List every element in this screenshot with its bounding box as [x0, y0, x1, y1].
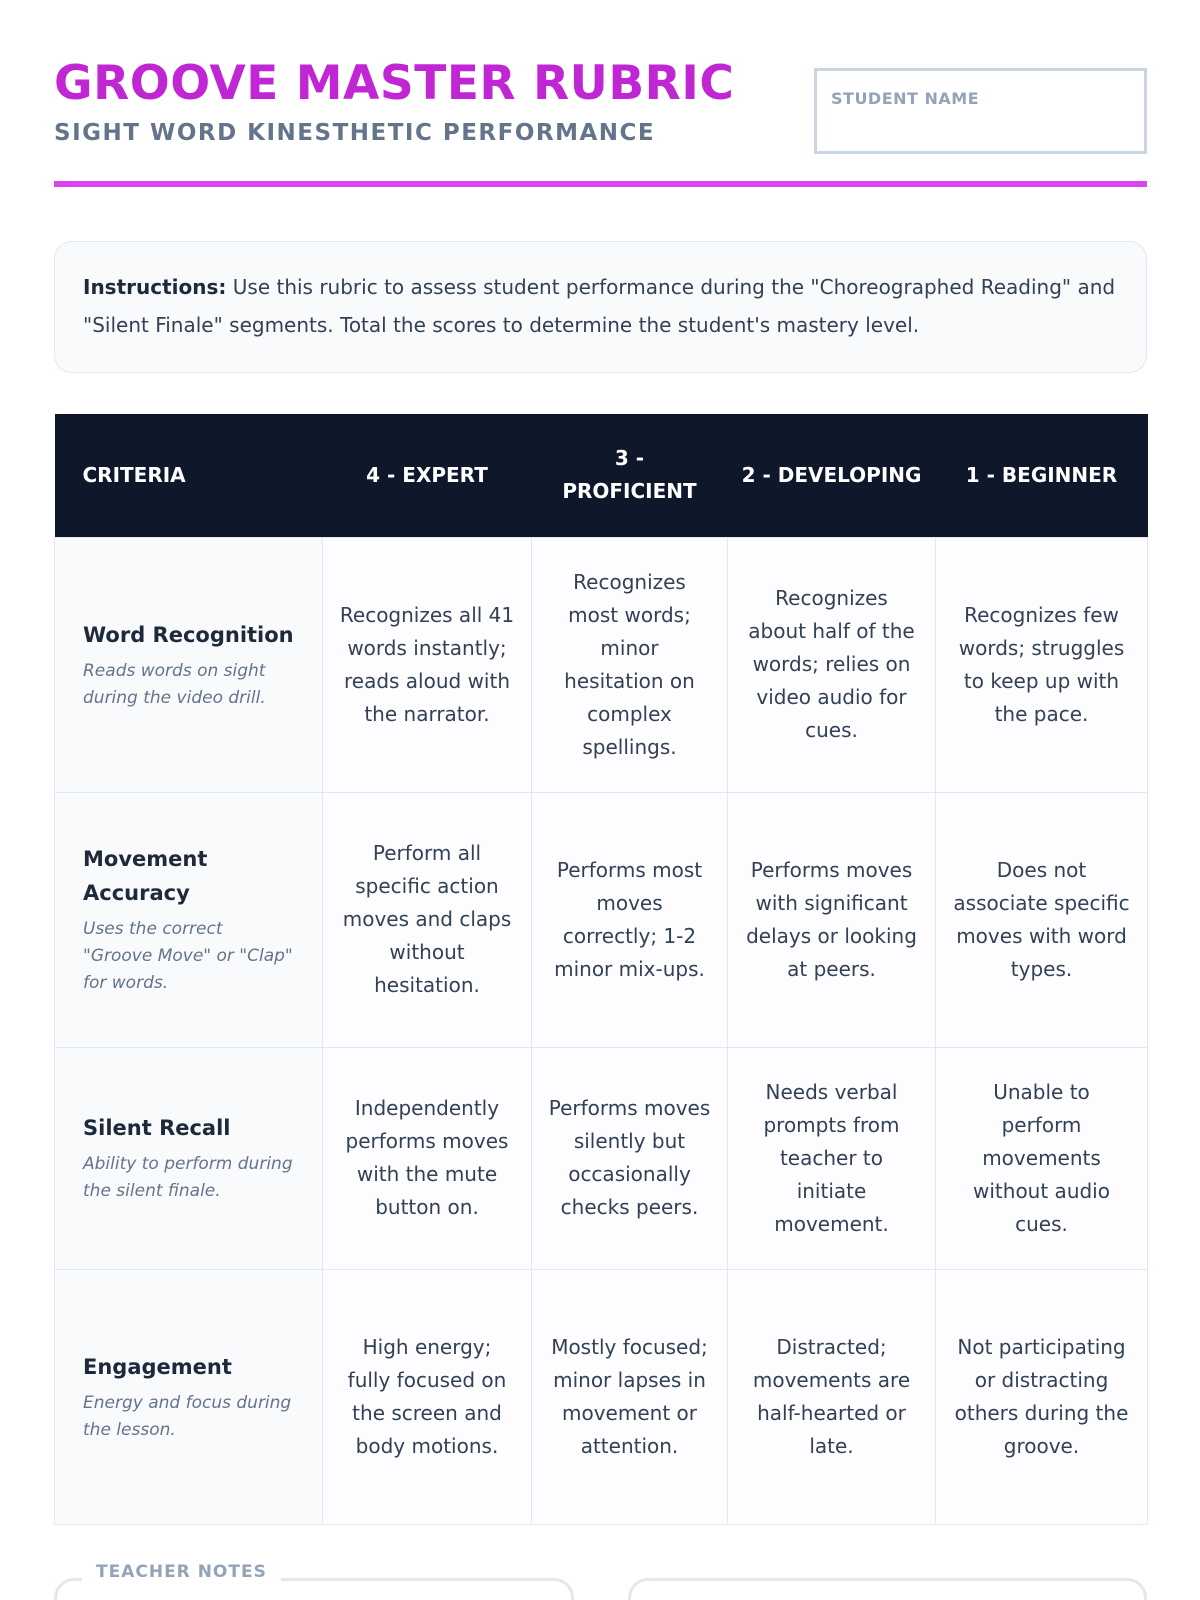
criteria-description: Energy and focus during the lesson.	[83, 1392, 292, 1440]
page-subtitle: SIGHT WORD KINESTHETIC PERFORMANCE	[54, 120, 656, 146]
instructions-text: Use this rubric to assess student performance during the "Choreographed Reading" and "Silent Finale" segments. Total the scores to determine the student's mastery level.	[83, 275, 1116, 337]
student-name-field[interactable]	[814, 68, 1147, 154]
criteria-cell	[55, 1047, 323, 1269]
criteria-description: Reads words on sight during the video drill.	[83, 660, 266, 708]
score-cell-developing: Performs moves with significant delays or looking at peers.	[728, 792, 936, 1047]
rubric-table	[54, 414, 1148, 1525]
score-cell-proficient: Recognizes most words; minor hesitation on complex spellings.	[532, 537, 728, 792]
header-beginner: 1 - BEGINNER	[936, 414, 1148, 537]
student-name-label: STUDENT NAME	[831, 89, 980, 108]
score-cell-developing: Recognizes about half of the words; relies on video audio for cues.	[728, 537, 936, 792]
header-expert: 4 - EXPERT	[323, 414, 532, 537]
criteria-name: Engagement	[83, 1354, 232, 1379]
criteria-description: Ability to perform during the silent finale.	[83, 1154, 293, 1201]
criteria-cell	[55, 792, 323, 1047]
score-cell-beginner: Recognizes few words; struggles to keep up with the pace.	[936, 537, 1148, 792]
table-header-row	[55, 414, 1148, 537]
score-cell-expert: Recognizes all 41 words instantly; reads aloud with the narrator.	[323, 537, 532, 792]
score-cell-expert: High energy; fully focused on the screen and body motions.	[323, 1269, 532, 1524]
score-cell-beginner: Unable to perform movements without audio cues.	[936, 1047, 1148, 1269]
table-row	[55, 1269, 1148, 1524]
score-cell-proficient: Performs moves silently but occasionally checks peers.	[532, 1047, 728, 1269]
score-cell-expert: Perform all specific action moves and claps without hesitation.	[323, 792, 532, 1047]
criteria-cell	[55, 537, 323, 792]
instructions-box	[54, 241, 1147, 373]
criteria-cell	[55, 1269, 323, 1524]
table-row	[55, 1047, 1148, 1269]
criteria-name: Word Recognition	[83, 622, 294, 647]
header-criteria: CRITERIA	[55, 414, 323, 537]
table-row	[55, 792, 1148, 1047]
header-proficient: 3 - PROFICIENT	[532, 414, 728, 537]
criteria-name: Silent Recall	[83, 1116, 231, 1140]
score-cell-proficient: Performs most moves correctly; 1-2 minor mix-ups.	[532, 792, 728, 1047]
header-divider	[54, 181, 1147, 187]
score-cell-beginner: Not participating or distracting others during the groove.	[936, 1269, 1148, 1524]
score-cell-expert: Independently performs moves with the mute button on.	[323, 1047, 532, 1269]
criteria-description: Uses the correct "Groove Move" or "Clap" for words.	[83, 919, 293, 993]
table-row	[55, 537, 1148, 792]
criteria-name: Movement Accuracy	[83, 847, 208, 905]
score-cell-developing: Needs verbal prompts from teacher to initiate movement.	[728, 1047, 936, 1269]
instructions-lead: Instructions:	[83, 275, 227, 299]
header-developing: 2 - DEVELOPING	[728, 414, 936, 537]
score-cell-proficient: Mostly focused; minor lapses in movement or attention.	[532, 1269, 728, 1524]
page-title: GROOVE MASTER RUBRIC	[54, 56, 735, 111]
total-score-field[interactable]	[628, 1578, 1147, 1600]
score-cell-developing: Distracted; movements are half-hearted or late.	[728, 1269, 936, 1524]
teacher-notes-label: TEACHER NOTES	[82, 1562, 281, 1582]
header	[54, 56, 1147, 186]
score-cell-beginner: Does not associate specific moves with word types.	[936, 792, 1148, 1047]
